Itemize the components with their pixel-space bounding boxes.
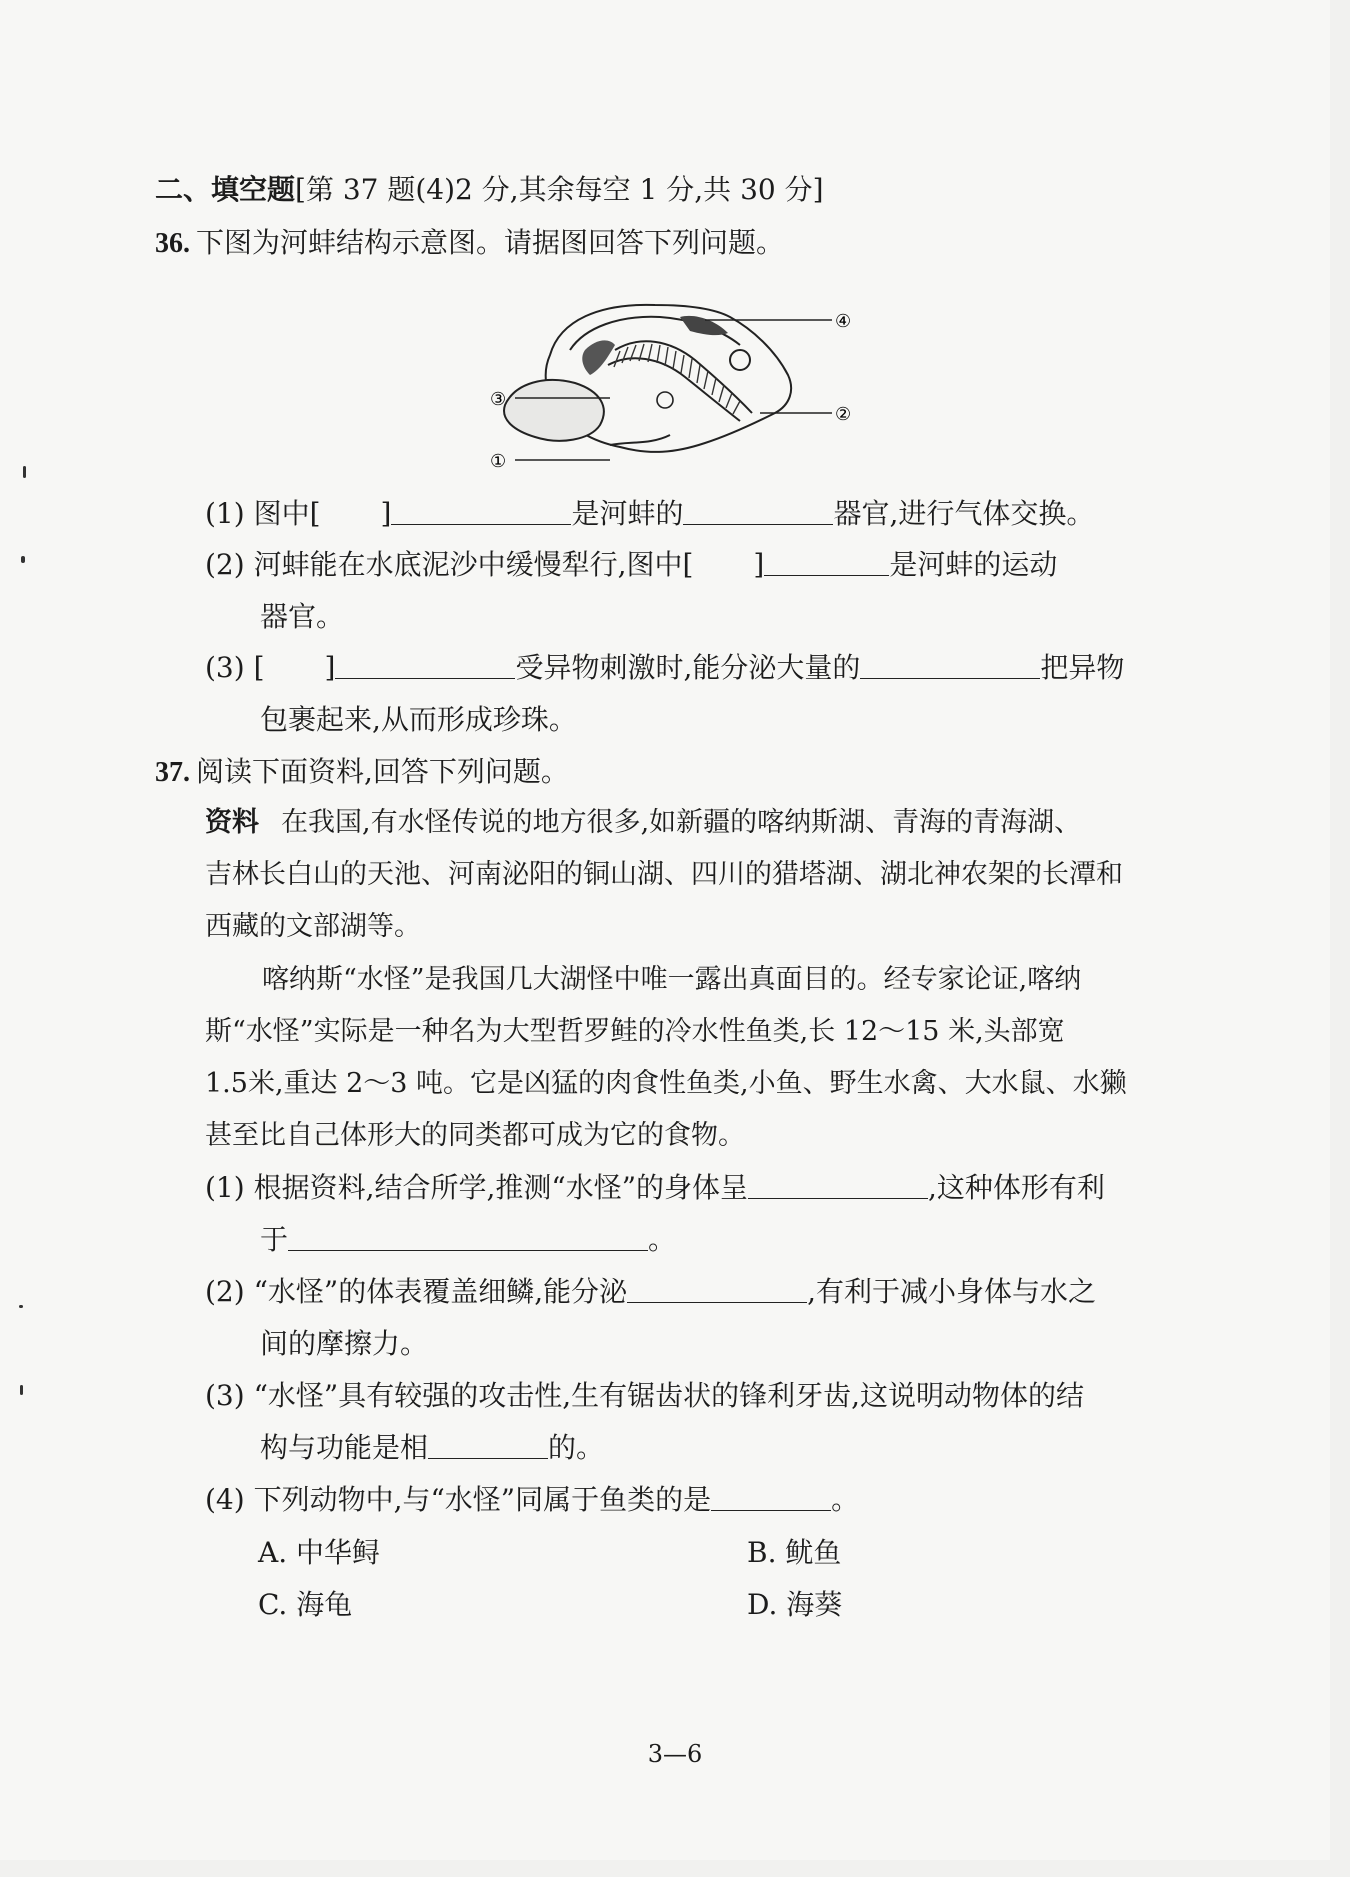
sub-number: (2) [205,548,245,581]
sub-text: ,这种体形有利 [928,1171,1105,1204]
sub-number: (4) [205,1483,245,1516]
q36-sub3-cont [260,700,577,740]
q37-sub1-cont [260,1220,676,1260]
question-number: 37. [155,757,190,788]
binding-mark [23,466,26,478]
material-text: 1.5米,重达 2～3 吨。它是凶猛的肉食性鱼类,小鱼、野生水禽、大水鼠、水獭 [205,1068,1127,1099]
question-text: 下图为河蚌结构示意图。请据图回答下列问题。 [196,226,785,259]
material-text: 在我国,有水怪传说的地方很多,如新疆的喀纳斯湖、青海的青海湖、 [281,807,1082,838]
material-line [205,1116,745,1156]
answer-blank[interactable] [288,1220,648,1251]
option-c[interactable] [258,1585,352,1625]
sub-number: (1) [205,1171,245,1204]
sub-text: 于 [260,1223,289,1256]
option-a[interactable] [258,1533,380,1573]
material-text: 吉林长白山的天池、河南泌阳的铜山湖、四川的猎塔湖、湖北神农架的长潭和 [205,859,1123,890]
figure-label-3: ③ [490,389,507,410]
sub-text: 是河蚌的 [571,497,684,530]
q36-sub3 [205,648,1124,688]
answer-blank[interactable] [683,494,833,525]
q37-sub3 [205,1376,1084,1416]
material-text: 甚至比自己体形大的同类都可成为它的食物。 [205,1120,745,1151]
sub-text: 构与功能是相 [260,1431,429,1464]
sub-text: 根据资料,结合所学,推测“水怪”的身体呈 [253,1171,749,1204]
sub-text: 。 [831,1483,860,1516]
sub-text: “水怪”的体表覆盖细鳞,能分泌 [253,1275,628,1308]
sub-text: ,有利于减小身体与水之 [807,1275,1097,1308]
option-b[interactable] [747,1533,841,1573]
sub-text: 间的摩擦力。 [260,1327,429,1360]
sub-text: 的。 [548,1431,605,1464]
sub-text: 下列动物中,与“水怪”同属于鱼类的是 [253,1483,712,1516]
material-line [205,1064,1127,1104]
answer-blank[interactable] [627,1272,807,1303]
figure-label-1: ① [490,451,507,472]
material-text: 西藏的文部湖等。 [205,911,421,942]
q37-sub2 [205,1272,1096,1312]
section-title: 二、填空题 [155,173,296,206]
sub-text: [ [253,651,265,684]
option-d[interactable] [747,1585,842,1625]
question-text: 阅读下面资料,回答下列问题。 [196,755,569,788]
q36-sub2 [205,545,1057,585]
sub-text: 把异物 [1040,651,1125,684]
answer-blank[interactable] [335,648,515,679]
option-text: B. 鱿鱼 [747,1536,842,1569]
sub-text: 图中[ [253,497,321,530]
material-line [205,1012,1065,1052]
sub-text: 是河蚌的运动 [889,548,1058,581]
option-text: C. 海龟 [258,1588,353,1621]
material-line [205,803,1081,843]
sub-text: 包裹起来,从而形成珍珠。 [260,703,577,736]
material-text: 斯“水怪”实际是一种名为大型哲罗鲑的冷水性鱼类,长 12～15 米,头部宽 [205,1016,1065,1047]
option-text: D. 海葵 [747,1588,843,1621]
sub-text: “水怪”具有较强的攻击性,生有锯齿状的锋利牙齿,这说明动物体的结 [253,1379,1085,1412]
material-label: 资料 [205,807,259,838]
option-text: A. 中华鲟 [258,1536,381,1569]
q37-sub2-cont [260,1324,428,1364]
sub-text: 受异物刺激时,能分泌大量的 [515,651,861,684]
answer-blank[interactable] [748,1168,928,1199]
material-line [205,907,421,947]
sub-number: (1) [205,497,245,530]
sub-text: 器官。 [260,600,345,633]
page-number: 3—6 [647,1740,703,1768]
question-37-prompt [155,752,569,793]
sub-text: ] [753,548,765,581]
q36-sub2-cont [260,597,344,637]
sub-text: ] [324,651,336,684]
sub-text: 器官,进行气体交换。 [833,497,1095,530]
material-text: 喀纳斯“水怪”是我国几大湖怪中唯一露出真面目的。经专家论证,喀纳 [262,964,1082,995]
answer-blank[interactable] [764,545,889,576]
figure-label-4: ④ [835,311,852,332]
figure-label-2: ② [835,404,852,425]
answer-blank[interactable] [428,1428,548,1459]
sub-number: (3) [205,1379,245,1412]
q36-sub1 [205,494,1094,534]
sub-number: (2) [205,1275,245,1308]
sub-text: 河蚌能在水底泥沙中缓慢犁行,图中[ [253,548,694,581]
binding-mark [21,556,25,563]
material-line [205,855,1123,895]
binding-mark [20,1385,23,1395]
section-scoring: [第 37 题(4)2 分,其余每空 1 分,共 30 分] [295,173,824,206]
answer-blank[interactable] [391,494,571,525]
question-number: 36. [155,228,190,259]
q37-sub4 [205,1480,859,1520]
section-header [155,170,824,210]
binding-mark [19,1305,23,1308]
sub-text: ] [380,497,392,530]
question-36-prompt [155,223,784,264]
q37-sub1 [205,1168,1105,1208]
mussel-structure-diagram [490,295,870,480]
answer-blank[interactable] [860,648,1040,679]
sub-text: 。 [648,1223,677,1256]
answer-blank[interactable] [711,1480,831,1511]
sub-number: (3) [205,651,245,684]
q37-sub3-cont [260,1428,604,1468]
material-line [262,960,1081,1000]
